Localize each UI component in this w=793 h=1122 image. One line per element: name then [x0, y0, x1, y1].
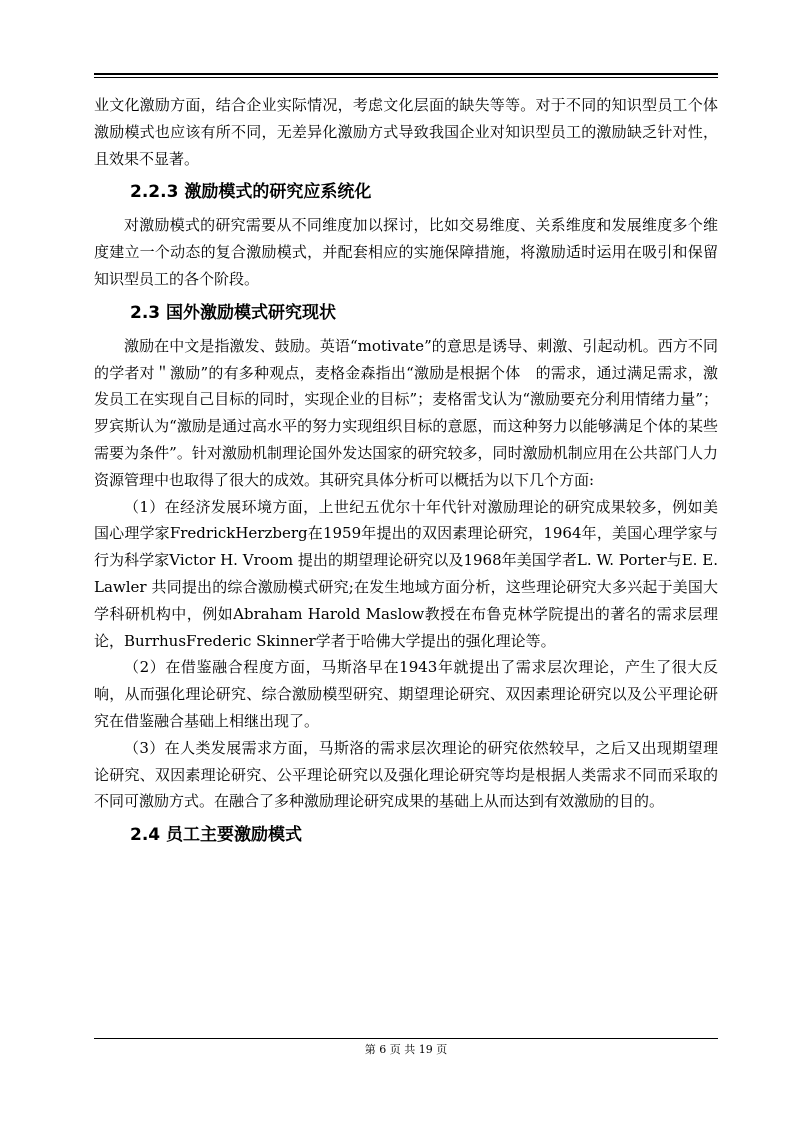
paragraph-point-2: （2）在借鉴融合程度方面，马斯洛早在1943年就提出了需求层次理论，产生了很大反响，从而强化理论研究、综合激励模型研究、期望理论研究、双因素理论研究以及公平理论研究在借鉴融合基础上相继出现了。 [94, 658, 718, 730]
page-body [94, 92, 718, 855]
section-heading-2-2-3: 2.2.3 激励模式的研究应系统化 [130, 182, 372, 203]
paragraph-motivation-definition: 激励在中文是指激发、鼓励。英语“motivate”的意思是诱导、刺激、引起动机。西方不同的学者对＂激励”的有多种观点，麦格金森指出“激励是根据个体 的需求，通过满足需求，激发员工在实现自己目标的同时，实现企业的目标”；麦格雷戈认为“激励要充分利用情绪力量”；罗宾斯认为“激励是通过高水平的努力实现组织目标的意愿，而这种努力以能够满足个体的某些需要为条件”。针对激励机制理论国外发达国家的研究较多，同时激励机制应用在公共部门人力资源管理中也取得了很大的成效。其研究具体分析可以概括为以下几个方面: [94, 336, 718, 489]
header-rule-thin [94, 77, 718, 78]
header-rule-thick [94, 73, 718, 75]
page-number: 第 6 页 共 19 页 [364, 1043, 448, 1056]
paragraph-point-1: （1）在经济发展环境方面，上世纪五优尔十年代针对激励理论的研究成果较多，例如美国心理学家FredrickHerzberg在1959年提出的双因素理论研究，1964年，美国心理学家与行为科学家Victor H. Vroom 提出的期望理论研究以及1968年美国学者L. W. Porter与E. E. Lawler 共同提出的综合激励模式研究;在发生地域方面分析，这些理论研究大多兴起于美国大学科研机构中，例如Abraham Harold Maslow教授在布鲁克林学院提出的著名的需求层理论，BurrhusFrederic Skinner学者于哈佛大学提出的强化理论等。 [94, 497, 718, 650]
paragraph-continuation: 业文化激励方面，结合企业实际情况，考虑文化层面的缺失等等。对于不同的知识型员工个体激励模式也应该有所不同，无差异化激励方式导致我国企业对知识型员工的激励缺乏针对性，且效果不显著。 [94, 96, 718, 168]
paragraph-dimensions: 对激励模式的研究需要从不同维度加以探讨，比如交易维度、关系维度和发展维度多个维度建立一个动态的复合激励模式，并配套相应的实施保障措施，将激励适时运用在吸引和保留知识型员工的各个阶段。 [94, 216, 718, 288]
section-heading-2-4: 2.4 员工主要激励模式 [130, 825, 303, 846]
paragraph-point-3: （3）在人类发展需求方面，马斯洛的需求层次理论的研究依然较早，之后又出现期望理论研究、双因素理论研究、公平理论研究以及强化理论研究等均是根据人类需求不同而采取的不同可激励方式。在融合了多种激励理论研究成果的基础上从而达到有效激励的目的。 [94, 738, 718, 811]
footer-rule [94, 1038, 718, 1039]
section-heading-2-3: 2.3 国外激励模式研究现状 [130, 302, 337, 323]
